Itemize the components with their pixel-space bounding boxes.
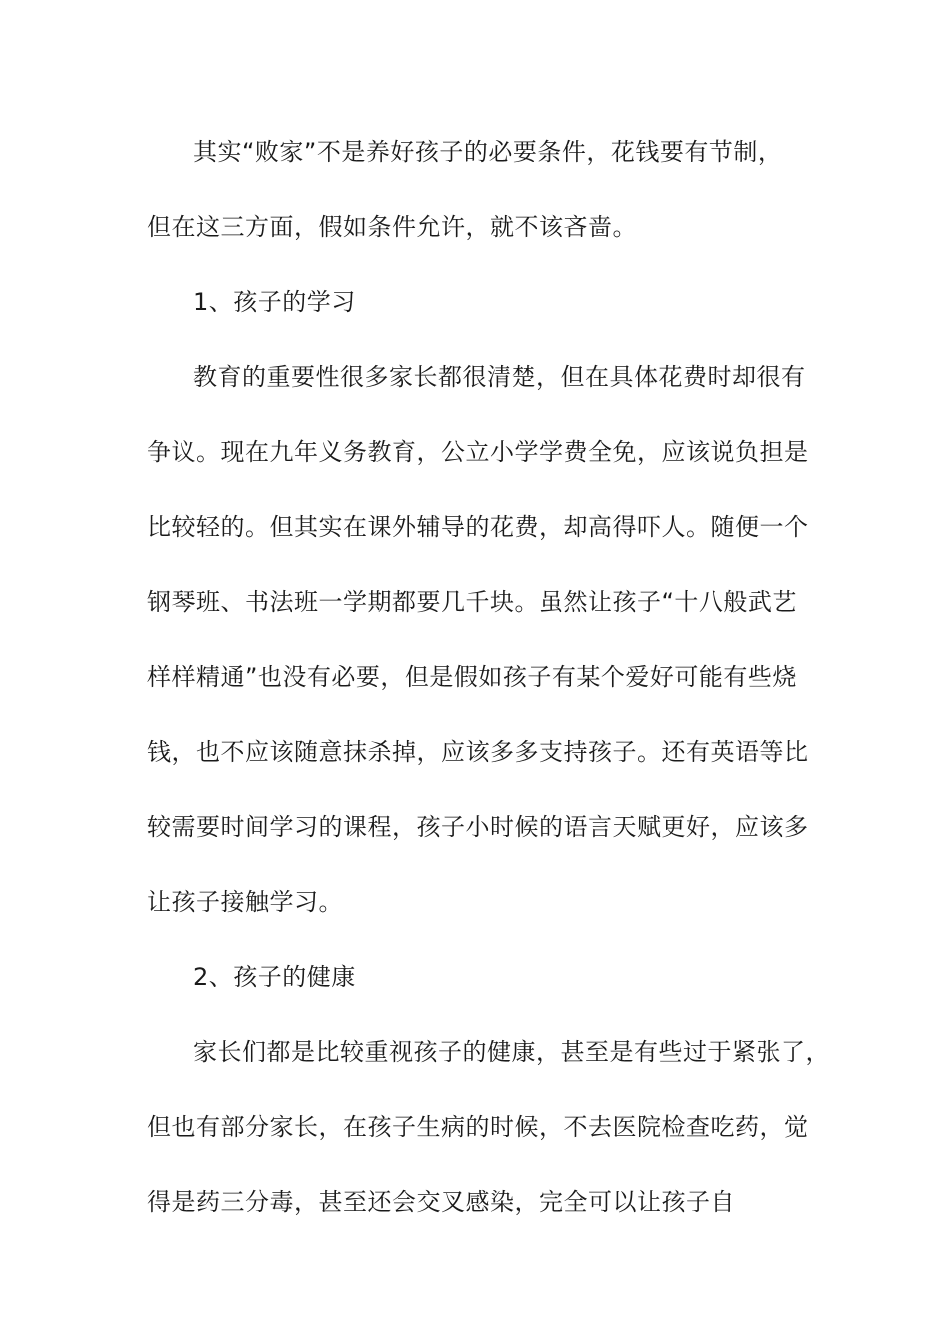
paragraph-line: 家长们都是比较重视孩子的健康，甚至是有些过于紧张了， — [193, 1038, 830, 1066]
paragraph-line: 钱，也不应该随意抹杀掉，应该多多支持孩子。还有英语等比 — [147, 738, 809, 766]
paragraph-line: 得是药三分毒，甚至还会交叉感染，完全可以让孩子自 — [147, 1188, 735, 1216]
paragraph-line: 但在这三方面，假如条件允许，就不该吝啬。 — [147, 213, 637, 241]
section-heading-health: 2、孩子的健康 — [193, 963, 356, 991]
paragraph-line: 较需要时间学习的课程，孩子小时候的语言天赋更好，应该多 — [147, 813, 809, 841]
paragraph-line: 但也有部分家长，在孩子生病的时候，不去医院检查吃药，觉 — [147, 1113, 809, 1141]
paragraph-line: 教育的重要性很多家长都很清楚，但在具体花费时却很有 — [193, 363, 806, 391]
paragraph-line: 钢琴班、书法班一学期都要几千块。虽然让孩子“十八般武艺 — [147, 588, 797, 616]
paragraph-line: 其实“败家”不是养好孩子的必要条件，花钱要有节制， — [193, 138, 783, 166]
paragraph-line: 让孩子接触学习。 — [147, 888, 343, 916]
section-heading-learning: 1、孩子的学习 — [193, 288, 356, 316]
paragraph-line: 比较轻的。但其实在课外辅导的花费，却高得吓人。随便一个 — [147, 513, 809, 541]
paragraph-line: 争议。现在九年义务教育，公立小学学费全免，应该说负担是 — [147, 438, 809, 466]
paragraph-line: 样样精通”也没有必要，但是假如孩子有某个爱好可能有些烧 — [147, 663, 797, 691]
